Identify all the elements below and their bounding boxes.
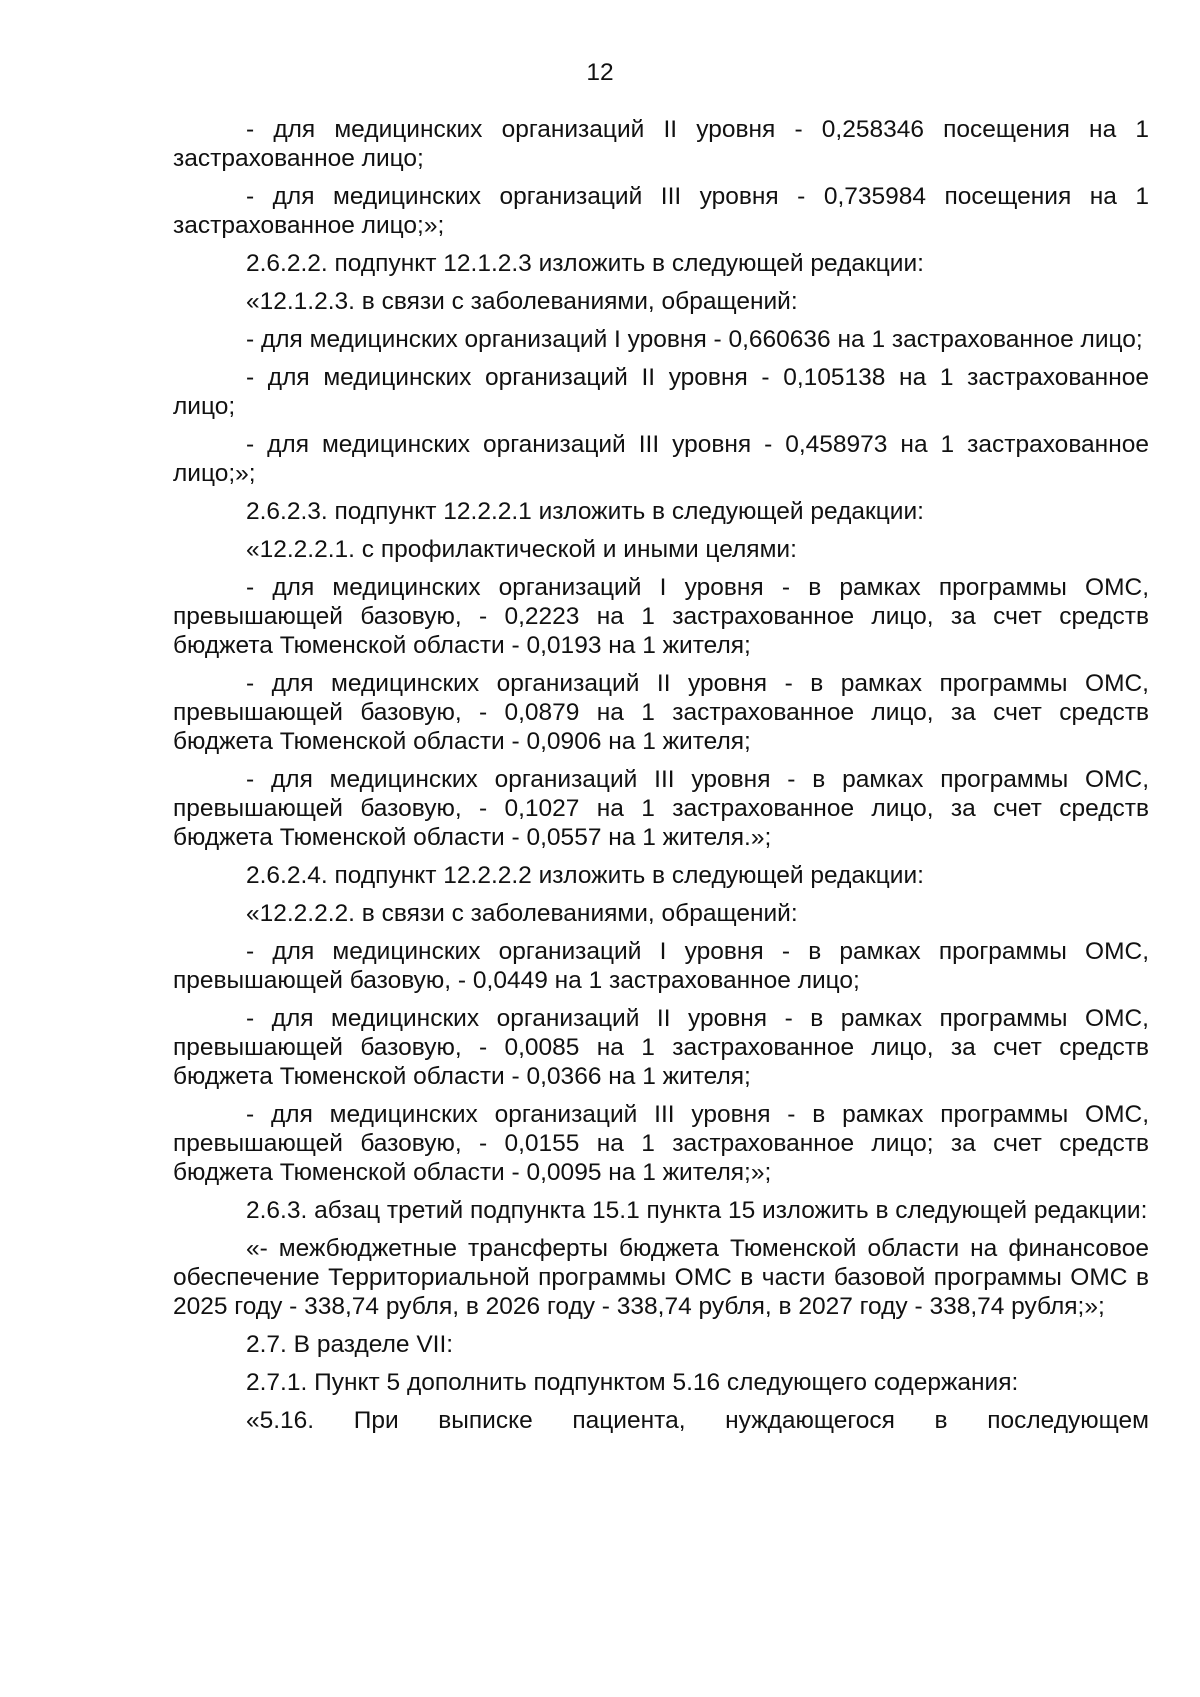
list-item-level-1-disease: - для медицинских организаций I уровня - в рамках программы ОМС, превышающей базовую, - 0,0449 на 1 застрахованное лицо; [173,938,1149,994]
clause-2-6-2-2: 2.6.2.2. подпункт 12.1.2.3 изложить в следующей редакции: [246,250,924,277]
list-item-level-3-visits: - для медицинских организаций III уровня - 0,735984 посещения на 1 застрахованное лицо;»; [173,183,1149,239]
clause-2-6-3: 2.6.3. абзац третий подпункта 15.1 пункта 15 изложить в следующей редакции: [246,1197,1148,1224]
list-item-level-3-appeals: - для медицинских организаций III уровня - 0,458973 на 1 застрахованное лицо;»; [173,431,1149,487]
document-body [173,115,1149,1435]
list-item-level-2-prophylactic: - для медицинских организаций II уровня - в рамках программы ОМС, превышающей базовую, - 0,0879 на 1 застрахованное лицо, за счет средств бюджета Тюменской области - 0,0906 на 1 жителя; [173,670,1149,755]
clause-2-7: 2.7. В разделе VII: [246,1331,454,1358]
list-item-level-1-prophylactic: - для медицинских организаций I уровня - в рамках программы ОМС, превышающей базовую, - 0,2223 на 1 застрахованное лицо, за счет средств бюджета Тюменской области - 0,0193 на 1 жителя; [173,574,1149,659]
list-item-level-1-appeals: - для медицинских организаций I уровня - 0,660636 на 1 застрахованное лицо; [246,326,1143,353]
list-item-level-3-prophylactic: - для медицинских организаций III уровня - в рамках программы ОМС, превышающей базовую, - 0,1027 на 1 застрахованное лицо, за счет средств бюджета Тюменской области - 0,0557 на 1 жителя.»; [173,766,1149,851]
list-item-level-3-disease: - для медицинских организаций III уровня - в рамках программы ОМС, превышающей базовую, - 0,0155 на 1 застрахованное лицо; за счет средств бюджета Тюменской области - 0,0095 на 1 жителя;»; [173,1101,1149,1186]
subclause-5-16: «5.16. При выписке пациента, нуждающегося в последующем [246,1407,1149,1434]
list-item-level-2-appeals: - для медицинских организаций II уровня - 0,105138 на 1 застрахованное лицо; [173,364,1149,420]
clause-2-6-2-4: 2.6.2.4. подпункт 12.2.2.2 изложить в следующей редакции: [246,862,924,889]
subclause-12-1-2-3: «12.1.2.3. в связи с заболеваниями, обращений: [246,288,798,315]
list-item-level-2-visits: - для медицинских организаций II уровня - 0,258346 посещения на 1 застрахованное лицо; [173,116,1149,172]
clause-2-7-1: 2.7.1. Пункт 5 дополнить подпунктом 5.16 следующего содержания: [246,1369,1019,1396]
list-item-level-2-disease: - для медицинских организаций II уровня - в рамках программы ОМС, превышающей базовую, - 0,0085 на 1 застрахованное лицо, за счет средств бюджета Тюменской области - 0,0366 на 1 жителя; [173,1005,1149,1090]
transfers-paragraph: «- межбюджетные трансферты бюджета Тюменской области на финансовое обеспечение Территориальной программы ОМС в части базовой программы ОМС в 2025 году - 338,74 рубля, в 2026 году - 338,74 рубля, в 2027 году - 338,74 рубля;»; [173,1235,1149,1320]
page-number: 12 [586,59,614,86]
clause-2-6-2-3: 2.6.2.3. подпункт 12.2.2.1 изложить в следующей редакции: [246,498,924,525]
subclause-12-2-2-1: «12.2.2.1. с профилактической и иными целями: [246,536,797,563]
subclause-12-2-2-2: «12.2.2.2. в связи с заболеваниями, обращений: [246,900,798,927]
